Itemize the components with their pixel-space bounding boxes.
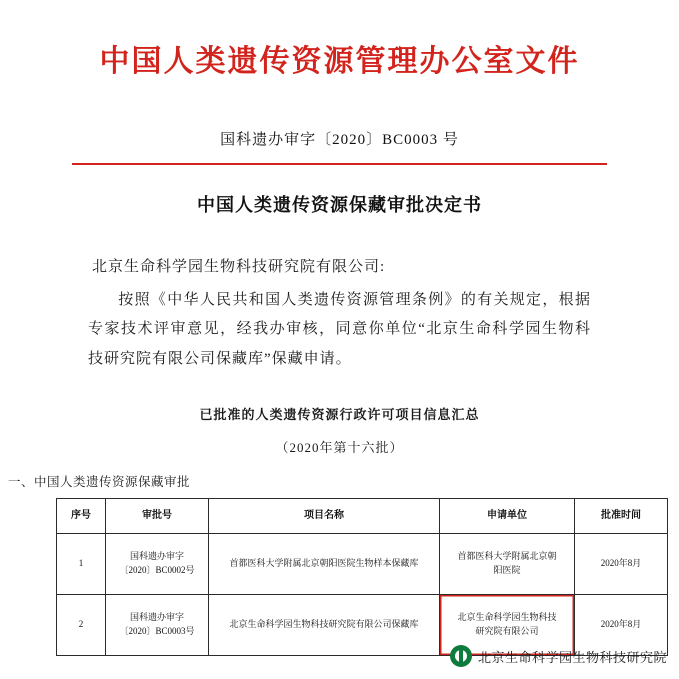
footer-account-name: 北京生命科学园生物科技研究院 (477, 649, 667, 665)
column-header-name: 项目名称 (209, 498, 440, 533)
batch-label: （2020年第十六批） (275, 439, 404, 455)
document-title: 中国人类遗传资源保藏审批决定书 (197, 195, 482, 215)
cell-code (106, 594, 209, 655)
footer-account-badge (450, 645, 667, 667)
approval-table (56, 498, 668, 656)
document-addressee: 北京生命科学园生物科技研究院有限公司: (92, 259, 386, 275)
cell-approval-date: 2020年8月 (575, 594, 668, 655)
document-masthead: 中国人类遗传资源管理办公室文件 (99, 44, 580, 79)
column-header-date: 批准时间 (575, 498, 668, 533)
cell-no: 2 (57, 594, 106, 655)
document-number: 国科遗办审字〔2020〕BC0003 号 (220, 132, 459, 148)
column-header-code: 审批号 (106, 498, 209, 533)
red-divider-rule (72, 163, 607, 165)
cell-unit-line2: 研究院有限公司 (475, 625, 539, 636)
cell-unit-line1: 北京生命科学园生物科技 (457, 612, 557, 623)
document-body-paragraph (88, 286, 591, 374)
cell-no: 1 (57, 533, 106, 594)
cell-project-name: 北京生命科学园生物科技研究院有限公司保藏库 (209, 594, 440, 655)
table-header-row (57, 498, 668, 533)
cell-code (106, 533, 209, 594)
section-heading: 一、中国人类遗传资源保藏审批 (8, 474, 191, 489)
cell-approval-date: 2020年8月 (575, 533, 668, 594)
paragraph-text: 按照《中华人民共和国人类遗传资源管理条例》的有关规定，根据专家技术评审意见，经我办审核，同意你单位“北京生命科学园生物科技研究院有限公司保藏库”保藏申请。 (88, 292, 591, 367)
cell-project-name: 首都医科大学附属北京朝阳医院生物样本保藏库 (209, 533, 440, 594)
column-header-unit: 申请单位 (440, 498, 575, 533)
leaf-circle-icon (450, 645, 472, 667)
column-header-no: 序号 (57, 498, 106, 533)
approval-table-body (57, 533, 668, 655)
cell-code-line2: 〔2020〕BC0003号 (119, 625, 195, 636)
cell-code-line2: 〔2020〕BC0002号 (119, 564, 195, 575)
cell-unit-line2: 阳医院 (493, 564, 521, 575)
cell-applicant-unit (440, 533, 575, 594)
table-row (57, 533, 668, 594)
summary-title: 已批准的人类遗传资源行政许可项目信息汇总 (199, 406, 480, 422)
cell-code-line1: 国科遗办审字 (129, 551, 184, 562)
cell-unit-line1: 首都医科大学附属北京朝 (457, 551, 557, 562)
cell-code-line1: 国科遗办审字 (129, 612, 184, 623)
approval-table-head (57, 498, 668, 533)
